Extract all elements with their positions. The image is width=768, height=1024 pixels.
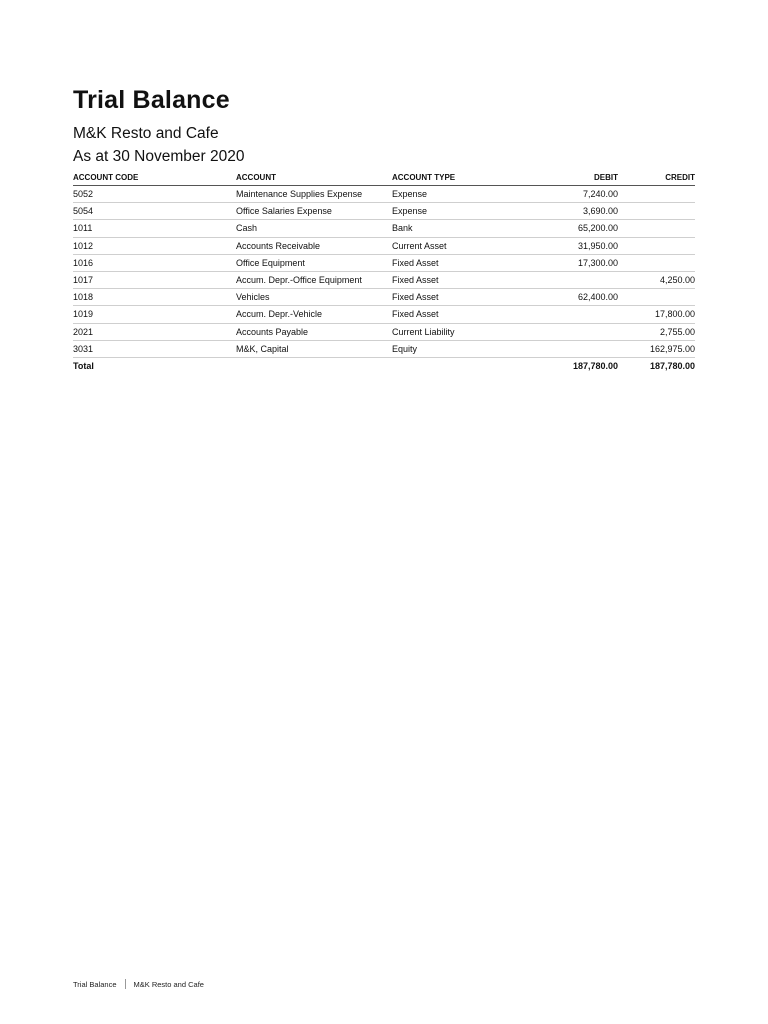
account-name-cell: Office Salaries Expense: [236, 203, 392, 220]
header-account-code: ACCOUNT CODE: [73, 169, 236, 186]
debit-cell: 31,950.00: [512, 237, 618, 254]
total-row: [73, 357, 695, 374]
credit-cell: [618, 237, 695, 254]
trial-balance-table: [73, 169, 695, 374]
credit-cell: 2,755.00: [618, 323, 695, 340]
table-row: [73, 323, 695, 340]
debit-cell: [512, 323, 618, 340]
account-type-cell: Current Liability: [392, 323, 512, 340]
account-code-cell: 5052: [73, 186, 236, 203]
table-row: [73, 186, 695, 203]
account-type-cell: Expense: [392, 186, 512, 203]
total-empty-cell: [236, 357, 392, 374]
account-name-cell: Cash: [236, 220, 392, 237]
debit-cell: 65,200.00: [512, 220, 618, 237]
total-label: Total: [73, 360, 94, 371]
table-row: [73, 340, 695, 357]
account-type-cell: Equity: [392, 340, 512, 357]
account-code-cell: 1012: [73, 237, 236, 254]
account-type-cell: Current Asset: [392, 237, 512, 254]
account-type-cell: Expense: [392, 203, 512, 220]
debit-cell: [512, 271, 618, 288]
account-name-cell: Maintenance Supplies Expense: [236, 186, 392, 203]
credit-cell: 17,800.00: [618, 306, 695, 323]
debit-cell: [512, 340, 618, 357]
header-debit: DEBIT: [512, 169, 618, 186]
total-credit: 187,780.00: [649, 360, 695, 371]
table-row: [73, 237, 695, 254]
account-type-cell: Fixed Asset: [392, 289, 512, 306]
footer-divider: [125, 979, 126, 989]
account-name-cell: M&K, Capital: [236, 340, 392, 357]
account-code-cell: 1016: [73, 254, 236, 271]
account-name-cell: Accum. Depr.-Office Equipment: [236, 271, 392, 288]
report-date: As at 30 November 2020: [73, 148, 245, 165]
account-type-cell: Bank: [392, 220, 512, 237]
account-name-cell: Accum. Depr.-Vehicle: [236, 306, 392, 323]
credit-cell: 162,975.00: [618, 340, 695, 357]
company-name: M&K Resto and Cafe: [73, 125, 219, 142]
debit-cell: 17,300.00: [512, 254, 618, 271]
page-footer: [73, 979, 204, 989]
table-row: [73, 306, 695, 323]
table-row: [73, 271, 695, 288]
account-code-cell: 1018: [73, 289, 236, 306]
account-name-cell: Office Equipment: [236, 254, 392, 271]
account-code-cell: 3031: [73, 340, 236, 357]
total-empty-cell: [392, 357, 512, 374]
total-debit: 187,780.00: [572, 360, 618, 371]
header-credit: CREDIT: [618, 169, 695, 186]
header-account-type: ACCOUNT TYPE: [392, 169, 512, 186]
table-header-row: [73, 169, 695, 186]
table-row: [73, 254, 695, 271]
account-name-cell: Accounts Receivable: [236, 237, 392, 254]
account-type-cell: Fixed Asset: [392, 306, 512, 323]
account-type-cell: Fixed Asset: [392, 271, 512, 288]
credit-cell: 4,250.00: [618, 271, 695, 288]
credit-cell: [618, 186, 695, 203]
credit-cell: [618, 220, 695, 237]
debit-cell: 3,690.00: [512, 203, 618, 220]
account-code-cell: 1011: [73, 220, 236, 237]
footer-company: M&K Resto and Cafe: [133, 979, 204, 989]
table-row: [73, 203, 695, 220]
table-row: [73, 220, 695, 237]
credit-cell: [618, 289, 695, 306]
account-code-cell: 1017: [73, 271, 236, 288]
debit-cell: 62,400.00: [512, 289, 618, 306]
debit-cell: [512, 306, 618, 323]
account-name-cell: Accounts Payable: [236, 323, 392, 340]
page-title: Trial Balance: [73, 86, 230, 114]
table-row: [73, 289, 695, 306]
footer-report-name: Trial Balance: [73, 979, 117, 989]
account-type-cell: Fixed Asset: [392, 254, 512, 271]
account-code-cell: 2021: [73, 323, 236, 340]
credit-cell: [618, 203, 695, 220]
account-code-cell: 1019: [73, 306, 236, 323]
account-name-cell: Vehicles: [236, 289, 392, 306]
credit-cell: [618, 254, 695, 271]
header-account: ACCOUNT: [236, 169, 392, 186]
account-code-cell: 5054: [73, 203, 236, 220]
debit-cell: 7,240.00: [512, 186, 618, 203]
